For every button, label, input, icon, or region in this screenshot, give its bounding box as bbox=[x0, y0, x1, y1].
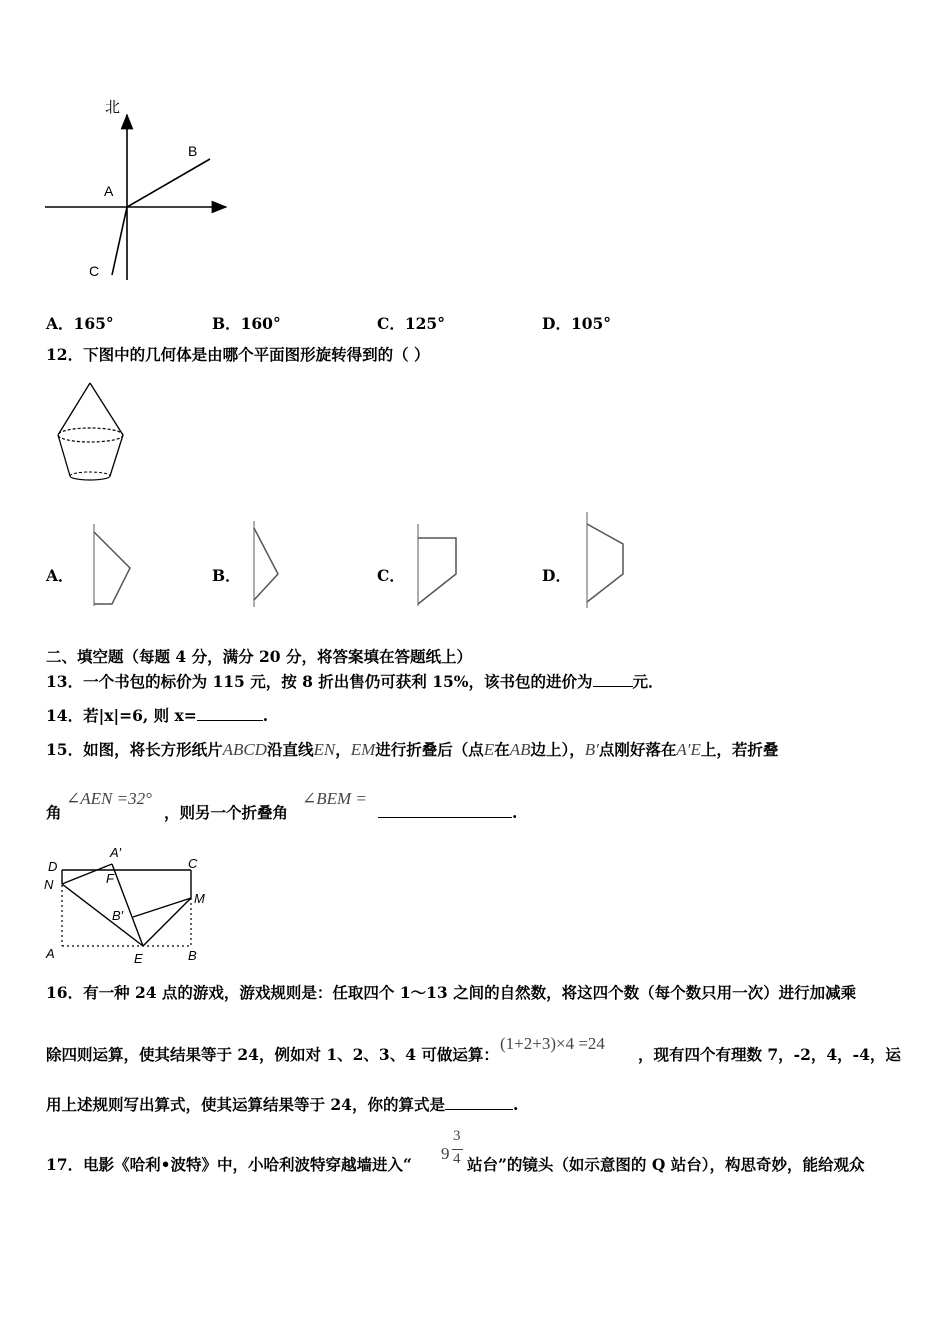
svg-text:N: N bbox=[44, 877, 54, 892]
q13-answer-blank[interactable] bbox=[593, 672, 633, 687]
q16-line3: 用上述规则写出算式，使其运算结果等于 24，你的算式是 . bbox=[46, 1095, 519, 1114]
q12-option-a[interactable]: A． bbox=[46, 566, 74, 585]
north-label: 北 bbox=[105, 99, 121, 116]
q15-line1: 15．如图，将长方形纸片ABCD沿直线EN，EM进行折叠后（点E在AB边上），B′点刚好落在A′E上，若折叠 bbox=[46, 740, 779, 759]
q17-end: 站台”的镜头（如示意图的 Q 站台），构思奇妙，能给观众 bbox=[467, 1155, 865, 1174]
q17-whole: 9 bbox=[441, 1144, 450, 1163]
point-a-label: A bbox=[104, 183, 114, 199]
q11-option-c[interactable]: C．125° bbox=[377, 314, 445, 333]
ray-ab bbox=[127, 159, 210, 207]
q15-line2-mid: ，则另一个折叠角 bbox=[164, 803, 289, 822]
q15-angle-aen: ∠AEN =32° bbox=[66, 789, 152, 808]
svg-text:D: D bbox=[48, 859, 58, 874]
q15-answer: . bbox=[378, 803, 517, 823]
q12-shape-c bbox=[412, 522, 462, 608]
q17-start: 17．电影《哈利•波特》中，小哈利波特穿越墙进入“ bbox=[46, 1155, 412, 1174]
q17-numerator: 3 bbox=[453, 1128, 461, 1144]
q11-option-a[interactable]: A．165° bbox=[46, 314, 114, 333]
svg-text:E: E bbox=[134, 951, 143, 966]
q17-denominator: 4 bbox=[453, 1151, 461, 1167]
q16-line2a: 除四则运算，使其结果等于 24，例如对 1、2、3、4 可做运算： bbox=[46, 1045, 499, 1064]
q12-shape-a bbox=[88, 520, 138, 610]
point-c-label: C bbox=[89, 263, 100, 279]
svg-text:C: C bbox=[188, 856, 198, 871]
q14-answer-blank[interactable] bbox=[197, 706, 263, 721]
q12-option-d[interactable]: D． bbox=[542, 566, 571, 585]
q13: 13．一个书包的标价为 115 元，按 8 折出售仍可获利 15%，该书包的进价为 元． bbox=[46, 672, 664, 691]
svg-text:M: M bbox=[194, 891, 205, 906]
q16-formula: (1+2+3)×4 =24 bbox=[500, 1034, 605, 1053]
q15-angle-bem: ∠BEM = bbox=[302, 789, 367, 808]
q14: 14．若|x|=6, 则 x= . bbox=[46, 706, 269, 725]
svg-text:A′: A′ bbox=[110, 845, 122, 860]
q15-answer-blank[interactable] bbox=[378, 803, 512, 818]
q12-shape-b bbox=[248, 518, 288, 610]
q17-fraction-bar bbox=[452, 1149, 463, 1150]
svg-text:B: B bbox=[188, 948, 197, 963]
q16-line2b: ，现有四个有理数 7，-2，4，-4，运 bbox=[638, 1045, 901, 1064]
solid-figure bbox=[50, 380, 140, 490]
svg-text:A: A bbox=[46, 946, 55, 961]
q12-option-b[interactable]: B． bbox=[212, 566, 241, 585]
q11-option-b[interactable]: B．160° bbox=[212, 314, 281, 333]
q15-line2-start: 角 bbox=[46, 803, 62, 822]
q11-option-d[interactable]: D．105° bbox=[542, 314, 612, 333]
fold-figure bbox=[40, 842, 220, 967]
svg-text:F: F bbox=[106, 871, 114, 886]
compass-figure bbox=[40, 95, 240, 285]
q16-line1: 16．有一种 24 点的游戏，游戏规则是：任取四个 1～13 之间的自然数，将这四个数（每个数只用一次）进行加减乘 bbox=[46, 983, 857, 1002]
q12-text: 12．下图中的几何体是由哪个平面图形旋转得到的（ ） bbox=[46, 345, 430, 364]
point-b-label: B bbox=[188, 143, 198, 159]
q12-option-c[interactable]: C． bbox=[377, 566, 405, 585]
svg-text:B′: B′ bbox=[112, 908, 124, 923]
section-title: 二、填空题（每题 4 分，满分 20 分，将答案填在答题纸上） bbox=[46, 647, 472, 666]
q12-shape-d bbox=[580, 510, 630, 610]
ray-ac bbox=[112, 207, 127, 275]
q16-answer-blank[interactable] bbox=[445, 1095, 513, 1110]
